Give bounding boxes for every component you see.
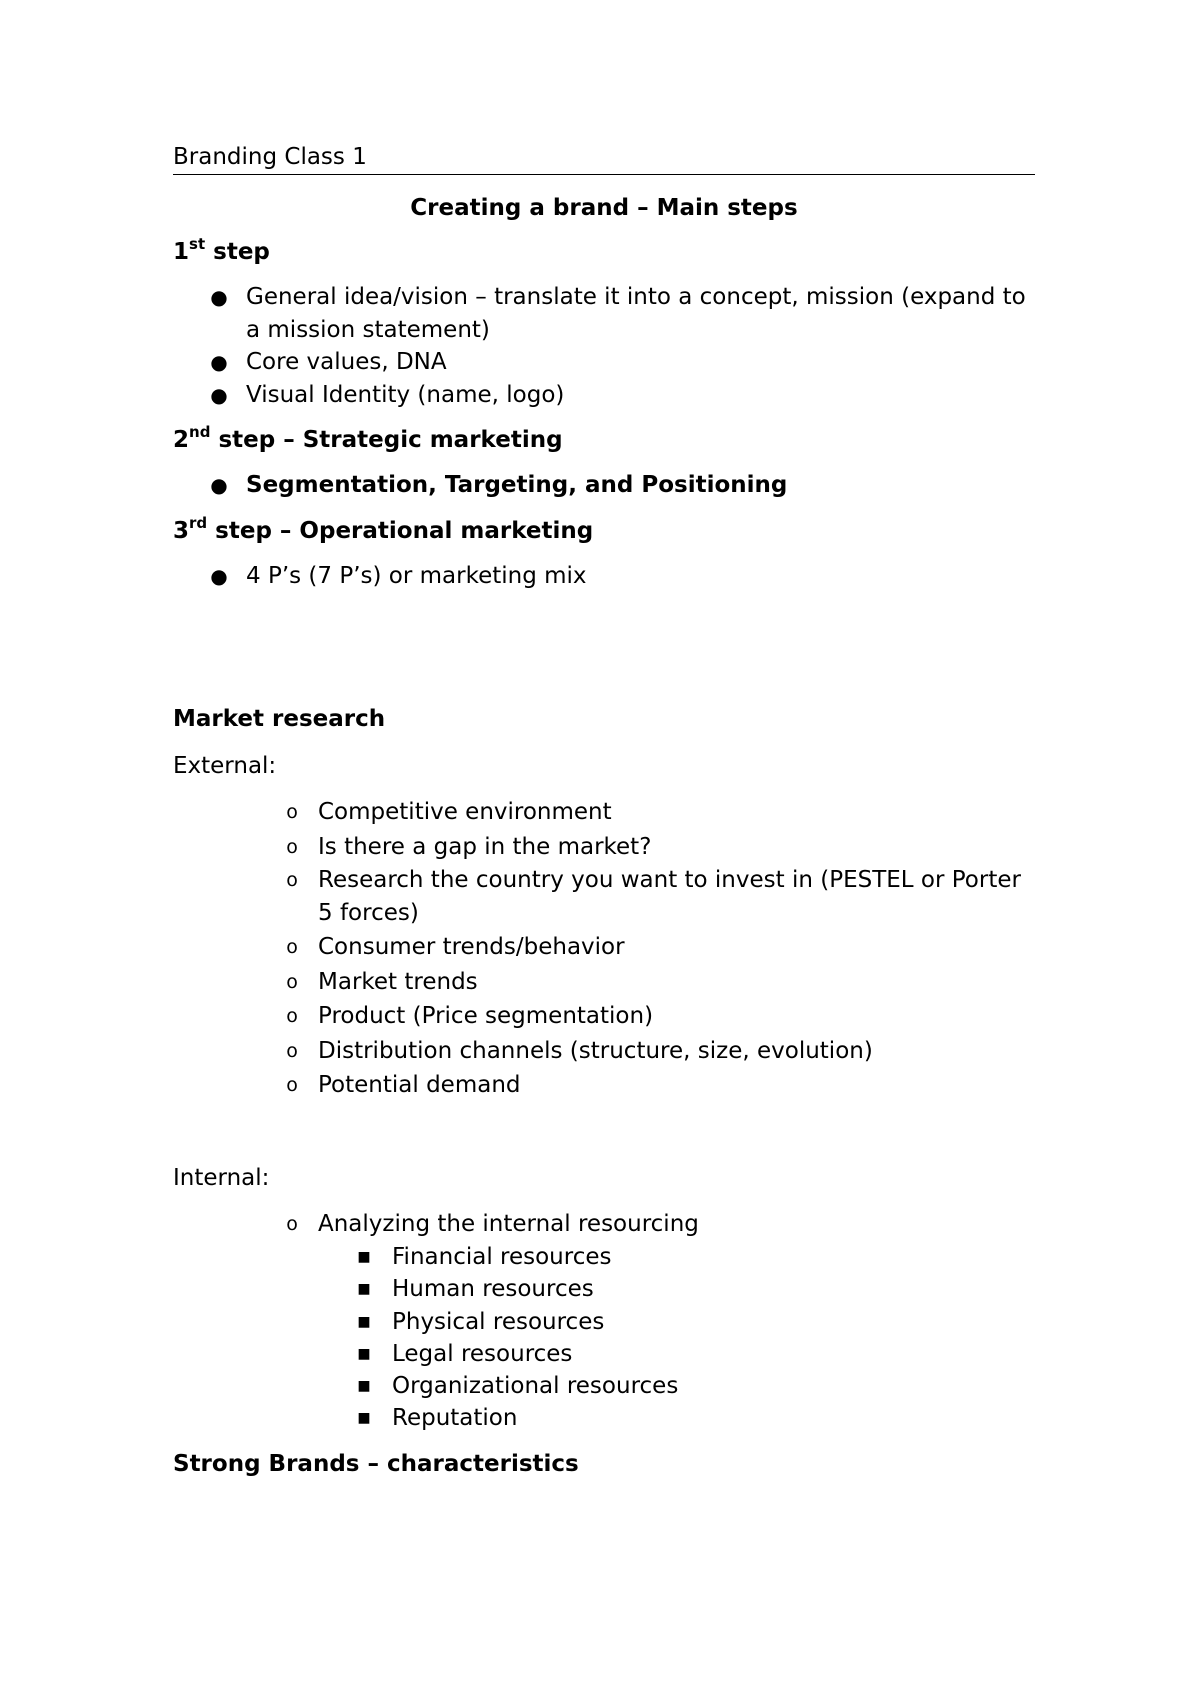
step-3-heading: [173, 513, 1035, 546]
square-bullet-icon: ■: [357, 1410, 371, 1427]
list-item: [173, 999, 1035, 1034]
square-bullet-icon: ■: [357, 1249, 371, 1265]
circle-bullet-icon: o: [286, 869, 298, 891]
list-item: [173, 965, 1035, 1000]
list-item-text: Is there a gap in the market?: [318, 833, 652, 860]
spacer: [173, 1103, 1035, 1163]
bullet-icon: ●: [210, 382, 228, 407]
list-item-text: Physical resources: [392, 1308, 605, 1335]
list-item: [173, 379, 1035, 412]
list-item-text: Reputation: [392, 1405, 518, 1432]
circle-bullet-icon: o: [286, 1074, 298, 1096]
list-item-text: Potential demand: [318, 1072, 521, 1098]
step-2-number: 2: [173, 427, 190, 453]
list-item: [173, 930, 1035, 965]
spacer: [173, 606, 1035, 704]
square-bullet-icon: ■: [357, 1313, 371, 1330]
step-2-ordinal: nd: [189, 423, 211, 442]
list-item-text: Financial resources: [392, 1244, 612, 1270]
document-title: Creating a brand – Main steps: [410, 195, 798, 221]
bullet-icon: ●: [210, 285, 228, 309]
square-bullet-icon: ■: [357, 1378, 371, 1395]
list-item-text: Competitive environment: [318, 799, 612, 825]
list-item-text: Visual Identity (name, logo): [246, 381, 565, 408]
step-2-heading: [173, 425, 1035, 455]
list-item-text: Analyzing the internal resourcing: [318, 1210, 699, 1237]
list-item-text: Human resources: [392, 1276, 594, 1303]
list-item: [173, 560, 1035, 593]
strong-brands-heading: Strong Brands – characteristics: [173, 1450, 579, 1477]
internal-sublist: [173, 1241, 1035, 1435]
circle-bullet-icon: o: [286, 970, 298, 993]
list-item-text: Segmentation, Targeting, and Positioning: [246, 472, 788, 498]
square-bullet-icon: ■: [357, 1345, 371, 1362]
internal-label: Internal:: [173, 1164, 270, 1191]
list-item-text: Research the country you want to invest in (PESTEL or Porter 5 forces): [318, 867, 1021, 926]
bullet-icon: ●: [210, 473, 228, 497]
list-item-text: Legal resources: [392, 1340, 573, 1367]
list-item: [173, 864, 1035, 930]
step-3-number: 3: [173, 517, 190, 544]
page-header: Branding Class 1: [173, 142, 1035, 175]
list-item-text: Organizational resources: [392, 1373, 679, 1400]
step-2-list: [173, 469, 1035, 502]
list-item: [173, 1306, 1035, 1338]
external-list: [173, 795, 1035, 1103]
list-item: [173, 1068, 1035, 1103]
circle-bullet-icon: o: [286, 1005, 298, 1027]
step-3-list: [173, 560, 1035, 593]
list-item: [173, 1034, 1035, 1069]
external-label: External:: [173, 753, 277, 779]
step-1-label: step: [205, 239, 270, 265]
list-item: [173, 346, 1035, 379]
list-item: [173, 281, 1035, 346]
circle-bullet-icon: o: [286, 936, 298, 958]
market-research-heading: Market research: [173, 706, 386, 732]
list-item: [173, 1338, 1035, 1370]
step-3-ordinal: rd: [189, 513, 208, 532]
list-item: [173, 1273, 1035, 1305]
bullet-icon: ●: [210, 563, 228, 588]
circle-bullet-icon: o: [286, 1039, 298, 1062]
list-item: [173, 830, 1035, 865]
list-item: [173, 795, 1035, 830]
list-item: [173, 1241, 1035, 1273]
step-3-label: step – Operational marketing: [207, 517, 594, 544]
document-content: [173, 142, 1035, 1496]
list-item: [173, 1207, 1035, 1242]
list-item: [173, 1370, 1035, 1402]
list-item: [173, 1402, 1035, 1434]
list-item-text: Distribution channels (structure, size, evolution): [318, 1037, 873, 1064]
list-item-text: Core values, DNA: [246, 349, 447, 375]
internal-list: [173, 1207, 1035, 1242]
list-item: [173, 469, 1035, 502]
square-bullet-icon: ■: [357, 1281, 371, 1298]
list-item-text: Product (Price segmentation): [318, 1003, 654, 1029]
step-1-ordinal: st: [189, 235, 206, 254]
step-1-list: [173, 281, 1035, 411]
list-item-text: Consumer trends/behavior: [318, 934, 625, 960]
list-item-text: Market trends: [318, 968, 478, 995]
step-1-heading: [173, 237, 1035, 267]
list-item-text: 4 P’s (7 P’s) or marketing mix: [246, 562, 587, 589]
circle-bullet-icon: o: [286, 1212, 298, 1235]
list-item-text: General idea/vision – translate it into a concept, mission (expand to a mission statement): [246, 284, 1026, 343]
step-1-number: 1: [173, 239, 190, 265]
circle-bullet-icon: o: [286, 835, 298, 858]
step-2-label: step – Strategic marketing: [210, 427, 563, 453]
bullet-icon: ●: [210, 350, 228, 374]
circle-bullet-icon: o: [286, 801, 298, 823]
